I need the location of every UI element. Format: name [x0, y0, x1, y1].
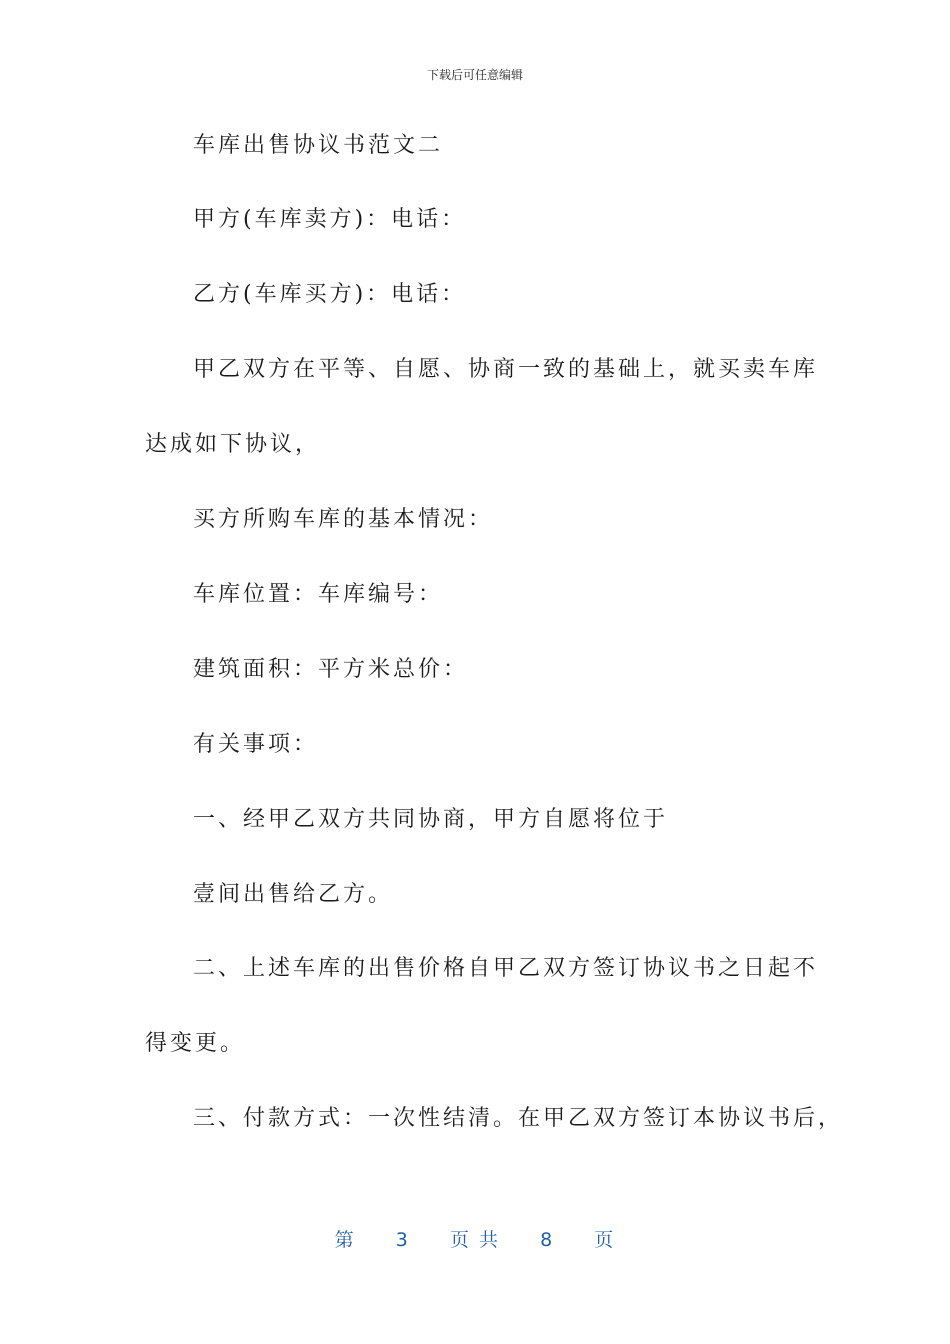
party-b-line: 乙方(车库买方)：电话：: [193, 282, 467, 307]
footer-prefix: 第: [334, 1229, 356, 1251]
header-note: 下载后可任意编辑: [426, 68, 523, 82]
footer-suffix: 页: [594, 1229, 616, 1251]
paragraph-line: 二、上述车库的出售价格自甲乙双方签订协议书之日起不: [193, 956, 819, 981]
page-footer: [0, 1225, 950, 1252]
document-title: 车库出售协议书范文二: [193, 133, 444, 158]
paragraph-line: 车库位置：车库编号：: [193, 582, 444, 607]
paragraph-line: 买方所购车库的基本情况：: [193, 507, 494, 532]
footer-middle: 页 共: [449, 1229, 501, 1251]
paragraph-line: 一、经甲乙双方共同协商，甲方自愿将位于: [193, 807, 669, 832]
paragraph-line: 得变更。: [145, 1031, 246, 1056]
paragraph-line: 甲乙双方在平等、自愿、协商一致的基础上，就买卖车库: [193, 357, 819, 382]
paragraph-line: 有关事项：: [193, 732, 319, 757]
paragraph-line: 三、付款方式：一次性结清。在甲乙双方签订本协议书后，: [193, 1106, 844, 1131]
paragraph-line: 建筑面积：平方米总价：: [193, 657, 469, 682]
paragraph-line: 达成如下协议，: [145, 432, 321, 457]
party-a-line: 甲方(车库卖方)：电话：: [193, 207, 467, 232]
total-page-number: 8: [540, 1229, 555, 1251]
paragraph-line: 壹间出售给乙方。: [193, 882, 394, 907]
current-page-number: 3: [395, 1229, 410, 1251]
